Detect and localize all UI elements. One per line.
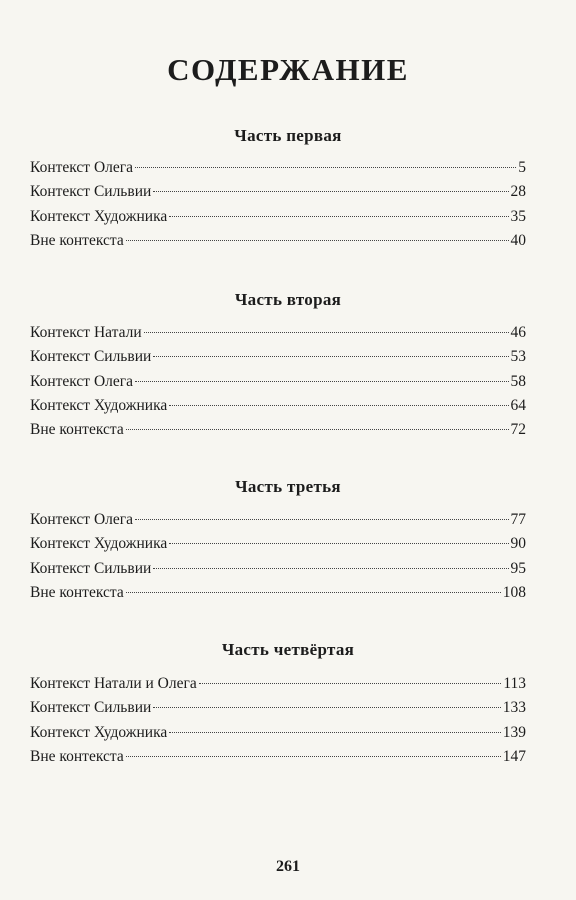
dot-leader [135,380,509,382]
part-heading-1: Часть первая [234,126,342,145]
toc-entry-page: 113 [503,675,526,692]
toc-entry[interactable] [30,229,526,253]
dot-leader [153,567,508,569]
toc-list-part-1 [30,156,526,253]
toc-entry-page: 133 [502,699,526,717]
toc-entry[interactable] [30,370,526,394]
toc-entry[interactable] [30,721,526,745]
toc-entry-page: 95 [510,559,526,577]
toc-entry-page: 90 [510,535,526,553]
toc-entry-page: 64 [510,396,526,414]
toc-entry[interactable] [30,418,526,442]
toc-list-part-4 [30,672,526,769]
toc-entry[interactable] [30,532,526,556]
dot-leader [126,755,501,757]
toc-entry-label: Контекст Сильвии [30,559,152,577]
part-heading-4: Часть четвёртая [221,640,355,659]
toc-entry-page: 5 [518,159,526,176]
toc-entry-label: Контекст Олега [30,372,133,390]
dot-leader [199,682,502,684]
part-heading-2: Часть вторая [234,290,342,309]
toc-entry-label: Вне контекста [30,583,124,601]
toc-entry-page: 77 [510,511,526,528]
toc-entry-label: Контекст Сильвии [30,183,152,201]
toc-entry-label: Вне контекста [30,747,124,765]
toc-entry-label: Контекст Сильвии [30,348,152,366]
toc-entry[interactable] [30,394,526,418]
dot-leader [135,166,516,168]
toc-entry[interactable] [30,205,526,229]
toc-entry-page: 147 [502,747,526,765]
dot-leader [126,428,509,430]
toc-entry-page: 139 [502,723,526,741]
toc-entry-page: 53 [510,348,526,366]
toc-entry[interactable] [30,557,526,581]
dot-leader [135,518,509,520]
toc-entry-label: Контекст Олега [30,159,133,176]
dot-leader [169,215,508,217]
dot-leader [126,591,501,593]
dot-leader [126,239,509,241]
toc-entry-page: 58 [510,372,526,390]
toc-entry[interactable] [30,180,526,204]
toc-entry[interactable] [30,581,526,605]
toc-entry-label: Контекст Художника [30,723,168,741]
toc-entry-label: Контекст Олега [30,511,133,528]
toc-entry-label: Вне контекста [30,231,124,249]
toc-entry[interactable] [30,745,526,769]
toc-entry-page: 40 [510,231,526,249]
toc-list-part-3 [30,508,526,605]
toc-entry-page: 46 [510,324,526,341]
dot-leader [169,731,500,733]
page-title: СОДЕРЖАНИЕ [167,52,409,87]
dot-leader [169,404,508,406]
toc-entry-page: 72 [510,421,526,439]
toc-entry[interactable] [30,321,526,345]
toc-entry[interactable] [30,672,526,696]
toc-entry-label: Контекст Художника [30,396,168,414]
dot-leader [144,331,509,333]
toc-list-part-2 [30,321,526,442]
dot-leader [169,542,508,544]
dot-leader [153,190,508,192]
toc-entry-page: 35 [510,207,526,225]
toc-entry[interactable] [30,156,526,180]
dot-leader [153,706,500,708]
toc-entry-label: Контекст Художника [30,535,168,553]
toc-entry-page: 28 [510,183,526,201]
toc-entry-label: Контекст Натали и Олега [30,675,197,692]
toc-entry-page: 108 [502,583,526,601]
toc-entry[interactable] [30,508,526,532]
page-number: 261 [276,858,300,875]
toc-entry-label: Контекст Натали [30,324,142,341]
dot-leader [153,355,508,357]
toc-entry[interactable] [30,345,526,369]
toc-entry-label: Контекст Художника [30,207,168,225]
toc-entry-label: Вне контекста [30,421,124,439]
toc-entry-label: Контекст Сильвии [30,699,152,717]
part-heading-3: Часть третья [235,477,341,496]
toc-entry[interactable] [30,696,526,720]
